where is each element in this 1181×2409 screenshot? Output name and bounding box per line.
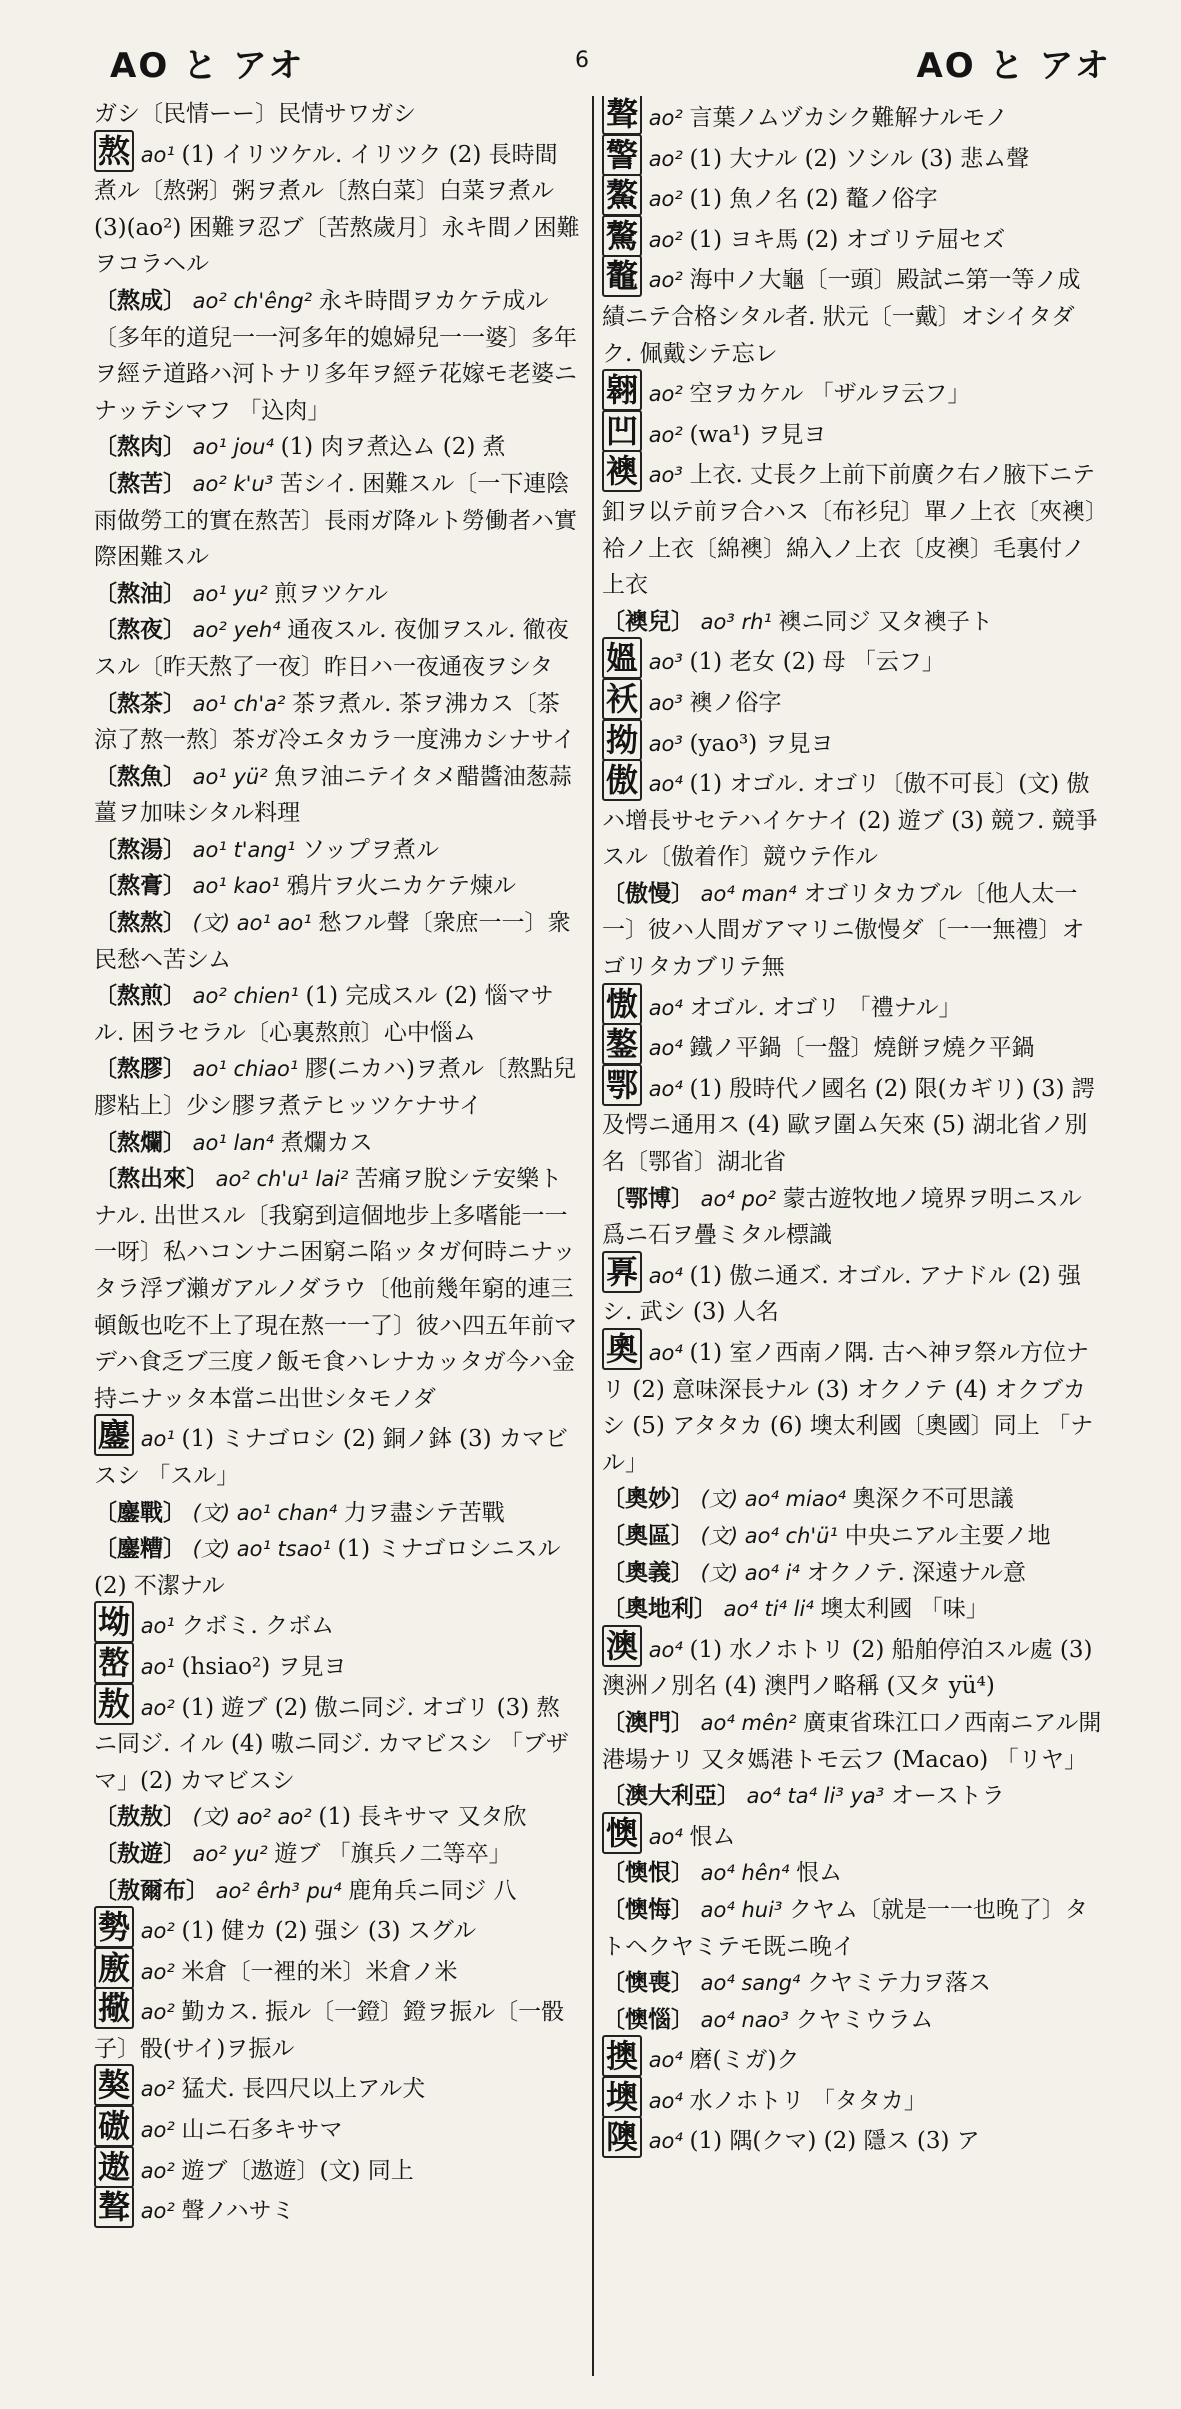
entry-reading: ao² xyxy=(642,268,690,293)
dictionary-entry xyxy=(602,1555,1102,1592)
dictionary-entry xyxy=(602,1518,1102,1555)
entry-headword: 擏 xyxy=(94,1987,134,2029)
dictionary-entry xyxy=(94,1950,580,1991)
entry-reading: ao² xyxy=(642,227,690,252)
entry-definition: 遊ブ〔遨遊〕(文) 同上 xyxy=(181,2157,414,2184)
dictionary-entry xyxy=(94,1161,580,1417)
entry-reading: ao² k'u³ xyxy=(186,471,280,496)
entry-headword: 坳 xyxy=(94,1601,134,1643)
entry-headword: 鼇 xyxy=(602,255,642,297)
entry-reading: ao² xyxy=(134,1695,182,1720)
entry-definition: 恨ム xyxy=(689,1823,736,1850)
entry-definition: 鹿角兵ニ同ジ 八 xyxy=(348,1877,517,1904)
entry-definition: 鴉片ヲ火ニカケテ煉ル xyxy=(286,873,517,900)
entry-reading: ao² xyxy=(642,146,690,171)
entry-headword: 獒 xyxy=(94,2064,134,2106)
entry-reading: ao² xyxy=(642,187,690,212)
entry-reading: ao¹ lan⁴ xyxy=(186,1130,281,1155)
dictionary-entry xyxy=(602,1705,1102,1778)
entry-definition: (hsiao²) ヲ見ヨ xyxy=(181,1653,347,1680)
entry-headword: 擙 xyxy=(602,2035,642,2077)
dictionary-entry xyxy=(94,429,580,466)
dictionary-entry xyxy=(94,686,580,759)
entry-headword: 遨 xyxy=(94,2146,134,2188)
entry-headword: 〔鏖糟〕 xyxy=(94,1535,186,1563)
entry-headword: 聱 xyxy=(602,96,642,135)
dictionary-entry xyxy=(94,133,580,283)
dictionary-entry xyxy=(602,453,1102,603)
entry-headword: 慠 xyxy=(602,983,642,1025)
entry-definition: 煎ヲツケル xyxy=(274,580,388,607)
entry-headword: 〔熬熬〕 xyxy=(94,909,186,937)
dictionary-entry xyxy=(94,2108,580,2149)
entry-reading: (文) ao¹ tsao¹ xyxy=(186,1537,338,1562)
entry-headword: 〔奧義〕 xyxy=(602,1558,694,1586)
entry-headword: 鰲 xyxy=(602,174,642,216)
dictionary-entry xyxy=(94,1417,580,1494)
entry-definition: (1) 魚ノ名 (2) 鼇ノ俗字 xyxy=(689,186,938,213)
entry-definition: 中央ニアル主要ノ地 xyxy=(844,1522,1051,1549)
dictionary-entry xyxy=(602,604,1102,641)
dictionary-entry xyxy=(602,137,1102,178)
right-column xyxy=(592,96,1102,2376)
entry-headword: 媼 xyxy=(602,637,642,679)
entry-headword: 袄 xyxy=(602,678,642,720)
dictionary-entry xyxy=(94,1873,580,1910)
dictionary-entry xyxy=(94,1645,580,1686)
entry-reading: ao¹ yü² xyxy=(186,764,275,789)
dictionary-entry xyxy=(602,177,1102,218)
dictionary-entry xyxy=(602,1591,1102,1628)
entry-reading: ao⁴ sang⁴ xyxy=(694,1971,808,1996)
entry-definition: (1) ミナゴロシ (2) 銅ノ鉢 (3) カマビスシ 「スル」 xyxy=(94,1426,568,1489)
entry-headword: 奧 xyxy=(602,1328,642,1370)
entry-reading: ao² chien¹ xyxy=(186,984,306,1009)
entry-definition: 愁フル聲〔衆庶一一〕衆民愁ヘ苦シム xyxy=(94,910,571,973)
dictionary-entry xyxy=(602,1181,1102,1254)
entry-reading: ao⁴ xyxy=(642,1637,690,1662)
entry-headword: 〔敖敖〕 xyxy=(94,1803,186,1831)
dictionary-entry xyxy=(602,1815,1102,1856)
dictionary-entry xyxy=(602,1331,1102,1481)
entry-reading: ao³ xyxy=(642,731,690,756)
entry-definition: (1) ヨキ馬 (2) オゴリテ屈セズ xyxy=(689,226,1006,253)
entry-definition: 米倉〔一裡的米〕米倉ノ米 xyxy=(181,1958,458,1985)
entry-definition: 通夜スル. 夜伽ヲスル. 徹夜スル〔昨天熬了一夜〕昨日ハ一夜通夜ヲシタ xyxy=(94,617,569,680)
entry-definition: 鐵ノ平鍋〔一盤〕燒餅ヲ燒ク平鍋 xyxy=(689,1035,1035,1062)
entry-definition: 勤カス. 振ル〔一鐙〕鐙ヲ振ル〔一骰子〕骰(サイ)ヲ振ル xyxy=(94,1999,565,2062)
dictionary-entry xyxy=(602,258,1102,372)
entry-reading: ao⁴ ta⁴ li³ ya³ xyxy=(740,1784,891,1809)
dictionary-entry xyxy=(602,1778,1102,1815)
entry-reading: ao² xyxy=(134,2199,182,2224)
entry-definition: 蒙古遊牧地ノ境界ヲ明ニスル爲ニ石ヲ疊ミタル標識 xyxy=(602,1185,1082,1249)
entry-reading: ao³ rh¹ xyxy=(694,609,779,634)
entry-definition: (1) オゴル. オゴリ〔傲不可長〕(文) 傲ハ增長サセテハイケナイ (2) 遊ブ (3) 競フ. 競爭スル〔傲着作〕競ウテ作ル xyxy=(602,771,1098,871)
dictionary-entry xyxy=(94,1909,580,1950)
dictionary-entry xyxy=(602,2079,1102,2120)
entry-reading: ao¹ t'ang¹ xyxy=(186,837,303,862)
entry-reading: ao⁴ mên² xyxy=(694,1710,804,1735)
entry-reading: ao⁴ hui³ xyxy=(694,1897,790,1922)
entry-definition: クボミ. クボム xyxy=(181,1613,335,1640)
entry-reading: ao¹ ch'a² xyxy=(186,691,293,716)
entry-reading: ao⁴ xyxy=(642,2129,690,2154)
entry-headword: 〔奧地利〕 xyxy=(602,1595,717,1623)
dictionary-entry xyxy=(94,1531,580,1604)
entry-definition: ソップヲ煮ル xyxy=(302,836,439,863)
dictionary-entry xyxy=(94,832,580,869)
entry-reading: ao⁴ xyxy=(642,1341,690,1365)
entry-headword: 〔奧妙〕 xyxy=(602,1485,694,1513)
entry-headword: 驁 xyxy=(602,215,642,257)
entry-headword: 〔澳門〕 xyxy=(602,1708,694,1736)
entry-definition: (1) 老女 (2) 母 「云フ」 xyxy=(689,649,945,676)
entry-definition: クヤミウラム xyxy=(795,2006,934,2033)
entry-definition: 海中ノ大龜〔一頭〕殿試ニ第一等ノ成績ニテ合格シタル者. 狀元〔一戴〕オシイタダク. 佩戴シテ忘レ xyxy=(602,267,1081,367)
entry-reading: ao¹ xyxy=(134,1614,182,1639)
entry-headword: 〔熬油〕 xyxy=(94,579,186,607)
entry-headword: 〔熬出來〕 xyxy=(94,1165,209,1193)
entry-definition: 山ニ石多キサマ xyxy=(181,2117,343,2144)
dictionary-entry xyxy=(602,413,1102,454)
entry-definition: オゴリタカブル〔他人太一一〕彼ハ人間ガアマリニ傲慢ダ〔一一無禮〕オゴリタカブリテ無 xyxy=(602,880,1085,981)
entry-headword: 傲 xyxy=(602,759,642,801)
dictionary-entry xyxy=(602,2038,1102,2079)
dictionary-entry xyxy=(94,1051,580,1124)
entry-definition: (1) 水ノホトリ (2) 船舶停泊スル處 (3) 澳洲ノ別名 (4) 澳門ノ略稱 (又タ yü⁴) xyxy=(602,1636,1093,1700)
dictionary-entry xyxy=(602,1855,1102,1892)
dictionary-entry xyxy=(94,1990,580,2067)
entry-definition: 煮爛カス xyxy=(280,1129,373,1156)
entry-definition: 水ノホトリ 「タタカ」 xyxy=(689,2087,927,2114)
entry-headword: 鄂 xyxy=(602,1064,642,1106)
dictionary-entry xyxy=(602,1067,1102,1181)
entry-headword: 〔澳大利亞〕 xyxy=(602,1782,740,1810)
dictionary-entry xyxy=(602,1481,1102,1518)
entry-definition: 永キ時間ヲカケテ成ル〔多年的道兒一一河多年的媳婦兒一一婆〕多年ヲ經テ道路ハ河トナリ多年ヲ經テ花嫁モ老婆ニナッテシマフ 「込肉」 xyxy=(94,287,577,424)
entry-reading: ao⁴ xyxy=(642,1076,690,1101)
entry-reading: ao² ch'u¹ lai² xyxy=(209,1167,356,1192)
entry-headword: 〔熬魚〕 xyxy=(94,762,186,790)
entry-reading: ao² xyxy=(134,1919,182,1944)
entry-reading: ao² xyxy=(134,2118,182,2143)
entry-definition: 奧深ク不可思議 xyxy=(852,1486,1014,1513)
dictionary-entry xyxy=(94,2149,580,2190)
dictionary-entry xyxy=(94,96,580,133)
entry-headword: 鏊 xyxy=(602,1023,642,1065)
entry-definition: (yao³) ヲ見ヨ xyxy=(689,730,834,757)
entry-definition: ガシ〔民情ーー〕民情サワガシ xyxy=(94,101,416,127)
entry-definition: (1) イリツケル. イリツク (2) 長時間煮ル〔熬粥〕粥ヲ煮ル〔熬白菜〕白菜ヲ煮ル (3)(ao²) 困難ヲ忍ブ〔苦熬歲月〕永キ間ノ困難ヲコラヘル xyxy=(94,141,580,278)
entry-reading: ao² yu² xyxy=(186,1841,275,1866)
dictionary-entry xyxy=(602,1892,1102,1965)
entry-definition: (1) 完成スル (2) 惱マサル. 困ラセラル〔心裏熬煎〕心中惱ム xyxy=(94,983,554,1046)
dictionary-entry xyxy=(94,1495,580,1532)
dictionary-entry xyxy=(602,372,1102,413)
entry-headword: 磝 xyxy=(94,2105,134,2147)
entry-reading: (文) ao¹ ao¹ xyxy=(186,911,319,936)
entry-headword: 勢 xyxy=(94,1906,134,1948)
entry-reading: ao⁴ xyxy=(642,2088,690,2113)
entry-headword: 聱 xyxy=(94,2186,134,2228)
entry-definition: 苦シイ. 困難スル〔一下連陰雨做勞工的實在熬苦〕長雨ガ降ルト勞働者ハ實際困難スル xyxy=(94,470,577,571)
entry-reading: ao¹ chiao¹ xyxy=(186,1057,305,1082)
dictionary-entry xyxy=(602,640,1102,681)
entry-reading: ao⁴ nao³ xyxy=(694,2007,796,2032)
dictionary-entry xyxy=(94,905,580,978)
entry-definition: 磨(ミガ)ク xyxy=(689,2047,800,2074)
entry-reading: ao¹ kao¹ xyxy=(186,874,287,899)
entry-headword: 〔熬夜〕 xyxy=(94,616,186,644)
entry-headword: 翱 xyxy=(602,369,642,411)
entry-reading: ao⁴ xyxy=(642,772,690,797)
entry-definition: (wa¹) ヲ見ヨ xyxy=(689,421,827,448)
entry-headword: 〔懊恨〕 xyxy=(602,1859,694,1887)
entry-reading: ao² xyxy=(134,2077,182,2102)
entry-reading: ao¹ xyxy=(134,1427,182,1452)
entry-headword: 澳 xyxy=(602,1625,642,1667)
entry-headword: 〔熬茶〕 xyxy=(94,689,186,717)
entry-definition: 廣東省珠江口ノ西南ニアル開港場ナリ 又タ媽港トモ云フ (Macao) 「リヤ」 xyxy=(602,1709,1102,1773)
entry-reading: ao² êrh³ pu⁴ xyxy=(209,1878,349,1903)
entry-definition: オクノテ. 深遠ナル意 xyxy=(806,1559,1027,1586)
entry-headword: 熬 xyxy=(94,130,134,172)
entry-reading: ao² xyxy=(642,382,690,407)
entry-headword: 襖 xyxy=(602,450,642,492)
entry-reading: ao³ xyxy=(642,690,690,715)
entry-definition: 襖ニ同ジ 又タ襖子ト xyxy=(778,608,993,635)
entry-reading: (文) ao⁴ miao⁴ xyxy=(694,1487,853,1512)
entry-definition: 墺太利國 「味」 xyxy=(820,1596,989,1623)
entry-reading: ao³ xyxy=(642,650,690,675)
entry-headword: 〔鏖戰〕 xyxy=(94,1498,186,1526)
entry-reading: ao⁴ ti⁴ li⁴ xyxy=(717,1597,821,1622)
left-column xyxy=(94,96,580,2376)
entry-headword: 〔熬煎〕 xyxy=(94,982,186,1010)
entry-reading: ao⁴ xyxy=(642,1263,690,1288)
entry-headword: 〔敖爾布〕 xyxy=(94,1876,209,1904)
entry-definition: (1) 遊ブ (2) 傲ニ同ジ. オゴリ (3) 熬ニ同ジ. イル (4) 嗷ニ同ジ. カマビスシ 「ブザマ」(2) カマビスシ xyxy=(94,1694,569,1794)
dictionary-entry xyxy=(602,1965,1102,2002)
entry-definition: クヤミテ力ヲ落ス xyxy=(807,1970,992,1997)
entry-headword: 〔熬膏〕 xyxy=(94,872,186,900)
entry-definition: (1) 肉ヲ煮込ム (2) 煮 xyxy=(280,434,506,461)
entry-definition: 空ヲカケル 「ザルヲ云フ」 xyxy=(689,381,971,408)
dictionary-entry xyxy=(94,1604,580,1645)
dictionary-entry xyxy=(602,876,1102,986)
entry-headword: 敖 xyxy=(94,1683,134,1725)
header-right-guide: AO と アオ xyxy=(916,46,1111,86)
entry-headword: 隩 xyxy=(602,2116,642,2158)
entry-definition: (1) 大ナル (2) ソシル (3) 悲ム聲 xyxy=(689,145,1030,172)
entry-headword: 嶅 xyxy=(94,1642,134,1684)
entry-reading: ao² xyxy=(134,2158,182,2183)
dictionary-entry xyxy=(94,759,580,832)
entry-definition: 苦痛ヲ脫シテ安樂トナル. 出世スル〔我窮到這個地步上多嗜能一一一呀〕私ハコンナニ困窮ニ陷ッタガ何時ニナッタラ浮ブ瀨ガアルノダラウ〔他前幾年窮的連三頓飯也吃不上了現在熬一一了〕彼ハ四五年前マデハ食乏ブ三度ノ飯モ食ハレナカッタガ今ハ金持ニナッタ本當ニ出世シタモノダ xyxy=(94,1166,577,1412)
entry-headword: 廒 xyxy=(94,1947,134,1989)
entry-reading: ao² xyxy=(642,422,690,447)
entry-definition: 言葉ノムヅカシク難解ナルモノ xyxy=(689,105,1009,131)
entry-reading: ao⁴ xyxy=(642,995,690,1020)
dictionary-entry xyxy=(94,2189,580,2230)
entry-definition: 聲ノハサミ xyxy=(181,2198,295,2225)
dictionary-entry xyxy=(602,681,1102,722)
entry-headword: 〔熬爛〕 xyxy=(94,1128,186,1156)
dictionary-entry xyxy=(94,576,580,613)
entry-headword: 〔熬湯〕 xyxy=(94,835,186,863)
dictionary-entry xyxy=(94,612,580,685)
entry-reading: ao⁴ hên⁴ xyxy=(694,1861,797,1886)
entry-definition: 襖ノ俗字 xyxy=(689,689,782,716)
dictionary-entry xyxy=(94,1836,580,1873)
entry-reading: ao¹ xyxy=(134,1654,182,1679)
entry-reading: ao⁴ xyxy=(642,1036,690,1061)
entry-definition: 遊ブ 「旗兵ノ二等卒」 xyxy=(274,1840,512,1867)
entry-headword: 墺 xyxy=(602,2076,642,2118)
dictionary-entry xyxy=(602,1628,1102,1705)
entry-headword: 〔熬成〕 xyxy=(94,286,186,314)
entry-headword: 〔懊喪〕 xyxy=(602,1969,694,1997)
entry-headword: 拗 xyxy=(602,719,642,761)
dictionary-entry xyxy=(602,722,1102,763)
page-header xyxy=(0,0,1181,86)
entry-reading: ao¹ jou⁴ xyxy=(186,435,281,460)
entry-reading: ao³ xyxy=(642,463,690,488)
entry-headword: 奡 xyxy=(602,1251,642,1293)
dictionary-entry xyxy=(602,1026,1102,1067)
entry-definition: クヤム〔就是一一也晚了〕タトヘクヤミテモ既ニ晚イ xyxy=(602,1896,1088,1960)
entry-reading: ao² xyxy=(642,106,690,130)
entry-definition: 上衣. 丈長ク上前下前廣ク右ノ腋下ニテ釦ヲ以テ前ヲ合ハス〔布衫兒〕單ノ上衣〔夾襖〕袷ノ上衣〔綿襖〕綿入ノ上衣〔皮襖〕毛裏付ノ上衣 xyxy=(602,462,1097,599)
entry-reading: ao² ch'êng² xyxy=(186,288,319,313)
dictionary-entry xyxy=(602,96,1102,137)
entry-definition: (1) 室ノ西南ノ隅. 古ヘ神ヲ祭ル方位ナリ (2) 意味深長ナル (3) オクノテ (4) オクブカシ (5) アタタカ (6) 墺太利國〔奧國〕同上 「ナル」 xyxy=(602,1340,1094,1476)
dictionary-entry xyxy=(602,218,1102,259)
page-number: 6 xyxy=(575,48,589,73)
entry-headword: 〔熬肉〕 xyxy=(94,433,186,461)
entry-headword: 〔懊惱〕 xyxy=(602,2005,694,2033)
dictionary-entry xyxy=(94,1799,580,1836)
entry-definition: オゴル. オゴリ 「禮ナル」 xyxy=(689,994,962,1021)
entry-definition: (1) 長キサマ 又タ欣 xyxy=(318,1804,527,1831)
entry-reading: (文) ao¹ chan⁴ xyxy=(186,1500,344,1525)
dictionary-entry xyxy=(94,868,580,905)
entry-definition: 茶ヲ煮ル. 茶ヲ沸カス〔茶涼了熬一熬〕茶ガ冷エタカラ一度沸カシナサイ xyxy=(94,690,576,754)
entry-reading: ao² yeh⁴ xyxy=(186,618,288,643)
entry-reading: ao¹ yu² xyxy=(186,581,275,606)
entry-headword: 〔敖遊〕 xyxy=(94,1839,186,1867)
dictionary-entry xyxy=(94,283,580,429)
entry-headword: 〔熬苦〕 xyxy=(94,469,186,497)
entry-reading: ao² xyxy=(134,1959,182,1984)
dictionary-entry xyxy=(94,466,580,576)
entry-definition: (1) 傲ニ通ズ. オゴル. アナドル (2) 强シ. 武シ (3) 人名 xyxy=(602,1262,1081,1326)
dictionary-entry xyxy=(602,762,1102,876)
entry-headword: 鏖 xyxy=(94,1414,134,1456)
entry-definition: (1) 隅(クマ) (2) 隱ス (3) ア xyxy=(689,2128,980,2155)
entry-reading: (文) ao⁴ ch'ü¹ xyxy=(694,1523,845,1548)
entry-definition: 魚ヲ油ニテイタメ醋醬油葱蒜薑ヲ加味シタル料理 xyxy=(94,763,572,827)
entry-headword: 〔鄂博〕 xyxy=(602,1184,694,1212)
entry-headword: 〔奧區〕 xyxy=(602,1521,694,1549)
dictionary-entry xyxy=(94,1125,580,1162)
entry-reading: (文) ao² ao² xyxy=(186,1805,319,1830)
entry-definition: 膠(ニカハ)ヲ煮ル〔熬點兒膠粘上〕少シ膠ヲ煮テヒッツケナサイ xyxy=(94,1056,576,1120)
entry-reading: ao⁴ xyxy=(642,2048,690,2073)
entry-headword: 〔傲慢〕 xyxy=(602,879,694,907)
entry-definition: 猛犬. 長四尺以上アル犬 xyxy=(181,2076,426,2103)
entry-reading: ao¹ xyxy=(134,142,182,167)
entry-definition: (1) 健カ (2) 强シ (3) スグル xyxy=(181,1918,477,1945)
entry-reading: (文) ao⁴ i⁴ xyxy=(694,1560,807,1585)
entry-headword: 〔襖兒〕 xyxy=(602,607,694,635)
dictionary-entry xyxy=(602,1254,1102,1331)
entry-reading: ao⁴ po² xyxy=(694,1186,783,1211)
entry-headword: 懊 xyxy=(602,1812,642,1854)
entry-reading: ao² xyxy=(134,2000,182,2025)
entry-definition: 力ヲ盡シテ苦戰 xyxy=(343,1499,505,1526)
entry-headword: 〔懊悔〕 xyxy=(602,1895,694,1923)
dictionary-entry xyxy=(602,986,1102,1027)
entry-headword: 警 xyxy=(602,134,642,176)
dictionary-entry xyxy=(94,978,580,1051)
dictionary-entry xyxy=(602,2119,1102,2160)
dictionary-entry xyxy=(94,2067,580,2108)
entry-definition: オーストラ xyxy=(890,1783,1005,1810)
dictionary-entry xyxy=(94,1686,580,1800)
entry-definition: 恨ム xyxy=(796,1860,843,1887)
header-left-guide: AO と アオ xyxy=(110,46,305,86)
entry-headword: 凹 xyxy=(602,410,642,452)
entry-reading: ao⁴ man⁴ xyxy=(694,881,804,906)
entry-definition: (1) ミナゴロシニスル (2) 不潔ナル xyxy=(94,1536,561,1599)
entry-headword: 〔熬膠〕 xyxy=(94,1055,186,1083)
entry-reading: ao⁴ xyxy=(642,1824,690,1849)
dictionary-entry xyxy=(602,2002,1102,2039)
entry-definition: (1) 殷時代ノ國名 (2) 限(カギリ) (3) 諤及愕ニ通用ス (4) 歐ヲ圍ム矢來 (5) 湖北省ノ別名〔鄂省〕湖北省 xyxy=(602,1075,1095,1176)
